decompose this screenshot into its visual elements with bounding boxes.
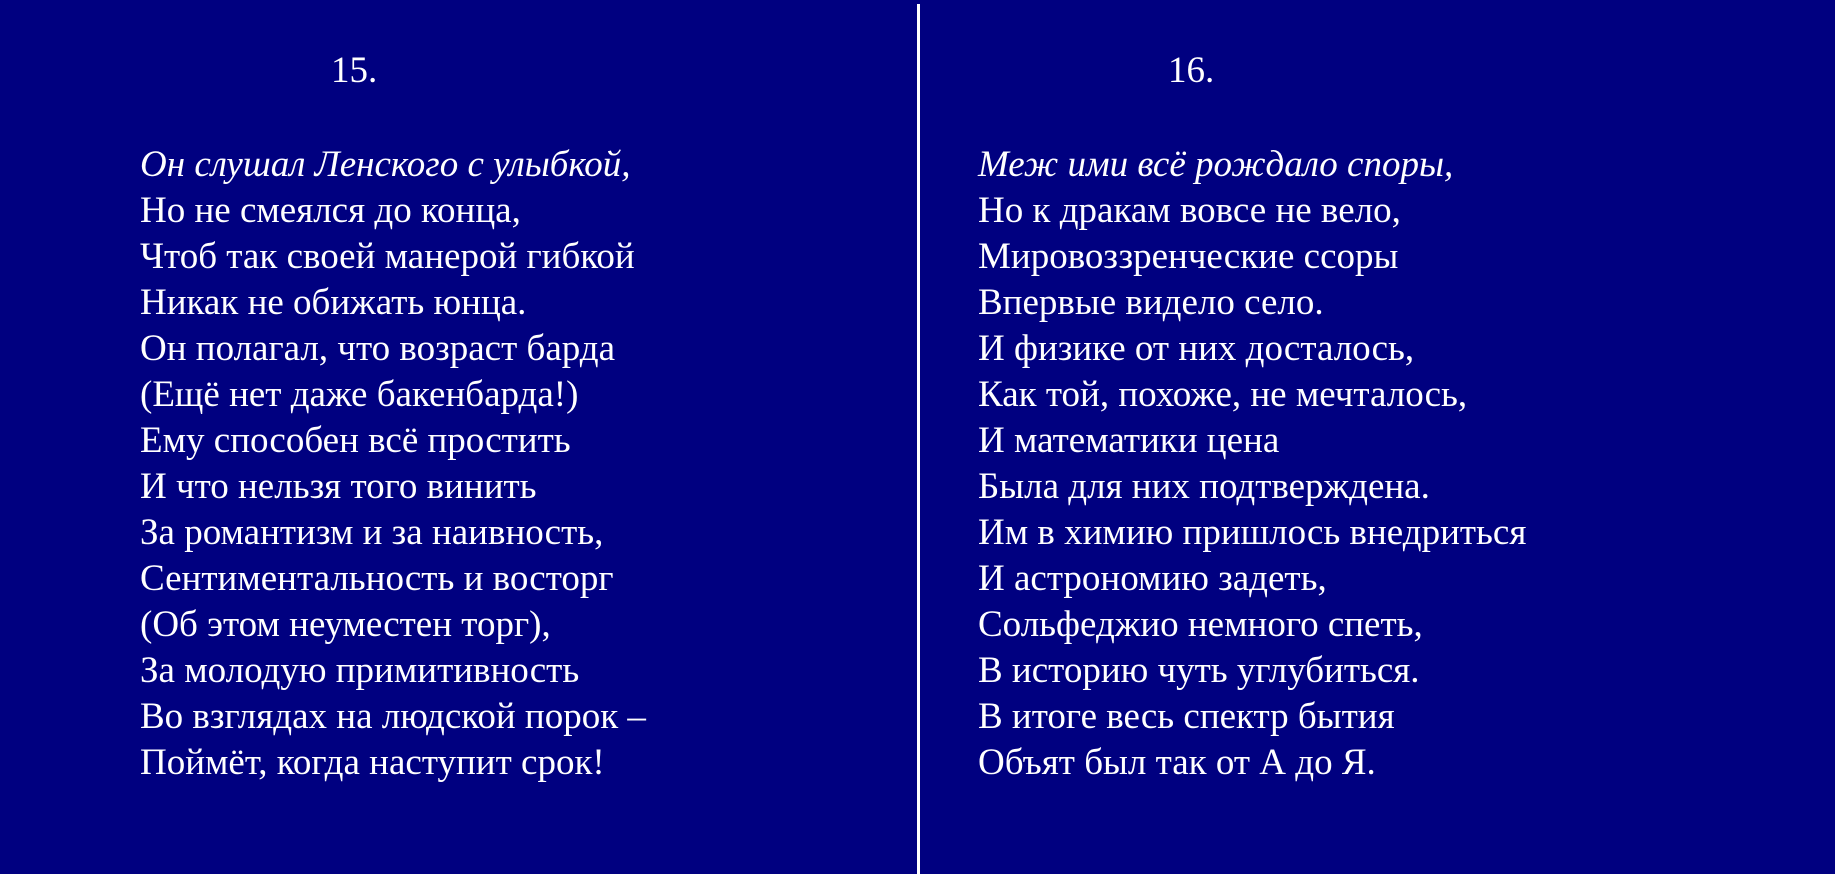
stanza-line: Сентиментальность и восторг <box>140 558 614 599</box>
stanza-text <box>978 142 1526 786</box>
stanza-line: И что нельзя того винить <box>140 466 537 507</box>
stanza-line: В итоге весь спектр бытия <box>978 696 1395 737</box>
stanza-line: Сольфеджио немного спеть, <box>978 604 1423 645</box>
stanza-line: Впервые видело село. <box>978 282 1324 323</box>
stanza-line: Объят был так от А до Я. <box>978 742 1376 783</box>
stanza-line: Им в химию пришлось внедриться <box>978 512 1527 553</box>
stanza-number: 15. <box>331 50 378 91</box>
stanza-line: И математики цена <box>978 420 1280 461</box>
stanza-line: Мировоззренческие ссоры <box>978 236 1399 277</box>
stanza-line: И физике от них досталось, <box>978 328 1415 369</box>
stanza-line: За романтизм и за наивность, <box>140 512 604 553</box>
stanza-line: Но к дракам вовсе не вело, <box>978 190 1401 231</box>
stanza-line: (Ещё нет даже бакенбарда!) <box>140 374 579 415</box>
right-page <box>920 0 1835 874</box>
stanza-line: Как той, похоже, не мечталось, <box>978 374 1468 415</box>
stanza-line: Чтоб так своей манерой гибкой <box>140 236 635 277</box>
stanza-line: Он слушал Ленского с улыбкой, <box>140 144 631 185</box>
stanza-line: И астрономию задеть, <box>978 558 1327 599</box>
stanza-line: Ему способен всё простить <box>140 420 571 461</box>
stanza-line: (Об этом неуместен торг), <box>140 604 551 645</box>
stanza-line: За молодую примитивность <box>140 650 580 691</box>
stanza-text <box>140 142 646 786</box>
stanza-number: 16. <box>1168 50 1215 91</box>
stanza-line: Он полагал, что возраст барда <box>140 328 616 369</box>
left-page <box>0 0 917 874</box>
stanza-line: Во взглядах на людской порок – <box>140 696 646 737</box>
stanza-line: В историю чуть углубиться. <box>978 650 1420 691</box>
stanza-line: Никак не обижать юнца. <box>140 282 527 323</box>
stanza-line: Была для них подтверждена. <box>978 466 1430 507</box>
stanza-line: Поймёт, когда наступит срок! <box>140 742 605 783</box>
stanza-line: Меж ими всё рождало споры, <box>978 144 1454 185</box>
stanza-line: Но не смеялся до конца, <box>140 190 521 231</box>
